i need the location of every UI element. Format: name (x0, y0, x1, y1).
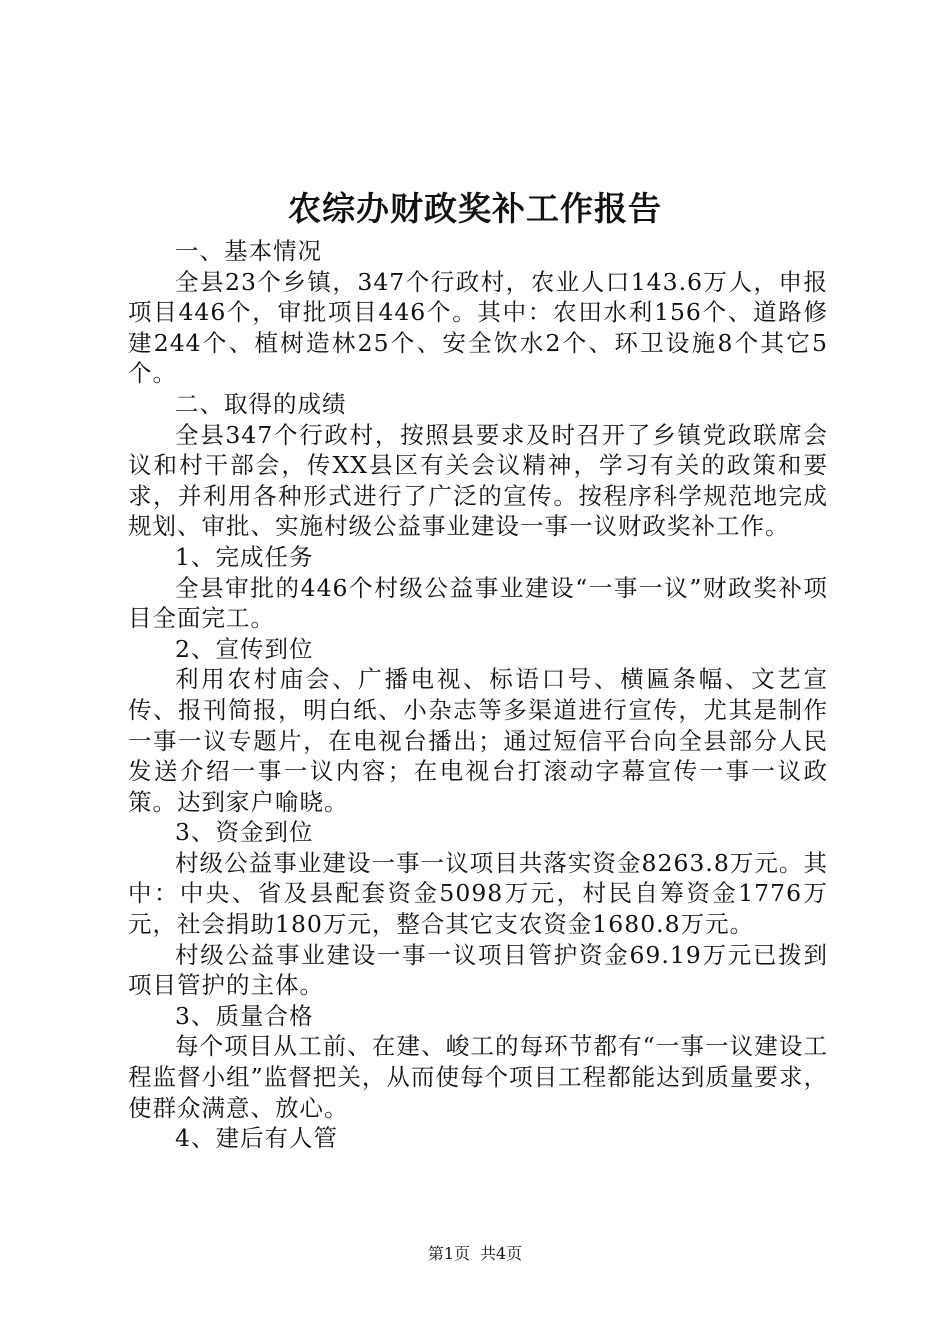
paragraph: 全县23个乡镇，347个行政村，农业人口143.6万人，申报项目446个，审批项目446个。其中：农田水利156个、道路修建244个、植树造林25个、安全饮水2个、环卫设施8个其它5个。 (128, 267, 828, 388)
paragraph: 村级公益事业建设一事一议项目管护资金69.19万元已拨到项目管护的主体。 (128, 940, 828, 1000)
paragraph: 全县审批的446个村级公益事业建设“一事一议”财政奖补项目全面完工。 (128, 573, 828, 633)
section-heading: 二、取得的成绩 (175, 389, 347, 418)
page-number: 第1页 (427, 1244, 470, 1263)
subsection-heading: 3、质量合格 (175, 1001, 314, 1030)
paragraph: 村级公益事业建设一事一议项目共落实资金8263.8万元。其中：中央、省及县配套资金5098万元，村民自筹资金1776万元，社会捐助180万元，整合其它支农资金1680.8万元。 (128, 848, 828, 939)
page-footer (0, 1242, 950, 1266)
paragraph: 利用农村庙会、广播电视、标语口号、横匾条幅、文艺宣传、报刊简报，明白纸、小杂志等多渠道进行宣传，尤其是制作一事一议专题片，在电视台播出；通过短信平台向全县部分人民发送介绍一事一议内容；在电视台打滚动字幕宣传一事一议政策。达到家户喻晓。 (128, 665, 828, 816)
subsection-heading: 2、宣传到位 (175, 634, 314, 663)
page-total: 共4页 (480, 1244, 523, 1263)
document-title: 农综办财政奖补工作报告 (288, 189, 662, 228)
paragraph: 全县347个行政村，按照县要求及时召开了乡镇党政联席会议和村干部会，传XX县区有关会议精神，学习有关的政策和要求，并利用各种形式进行了广泛的宣传。按程序科学规范地完成规划、审批、实施村级公益事业建设一事一议财政奖补工作。 (128, 420, 828, 541)
section-heading: 一、基本情况 (175, 237, 322, 265)
subsection-heading: 3、资金到位 (175, 818, 314, 847)
paragraph: 每个项目从工前、在建、峻工的每环节都有“一事一议建设工程监督小组”监督把关，从而使每个项目工程都能达到质量要求，使群众满意、放心。 (128, 1032, 828, 1122)
subsection-heading: 1、完成任务 (175, 542, 314, 571)
subsection-heading: 4、建后有人管 (175, 1124, 338, 1153)
document-body (128, 236, 828, 1154)
